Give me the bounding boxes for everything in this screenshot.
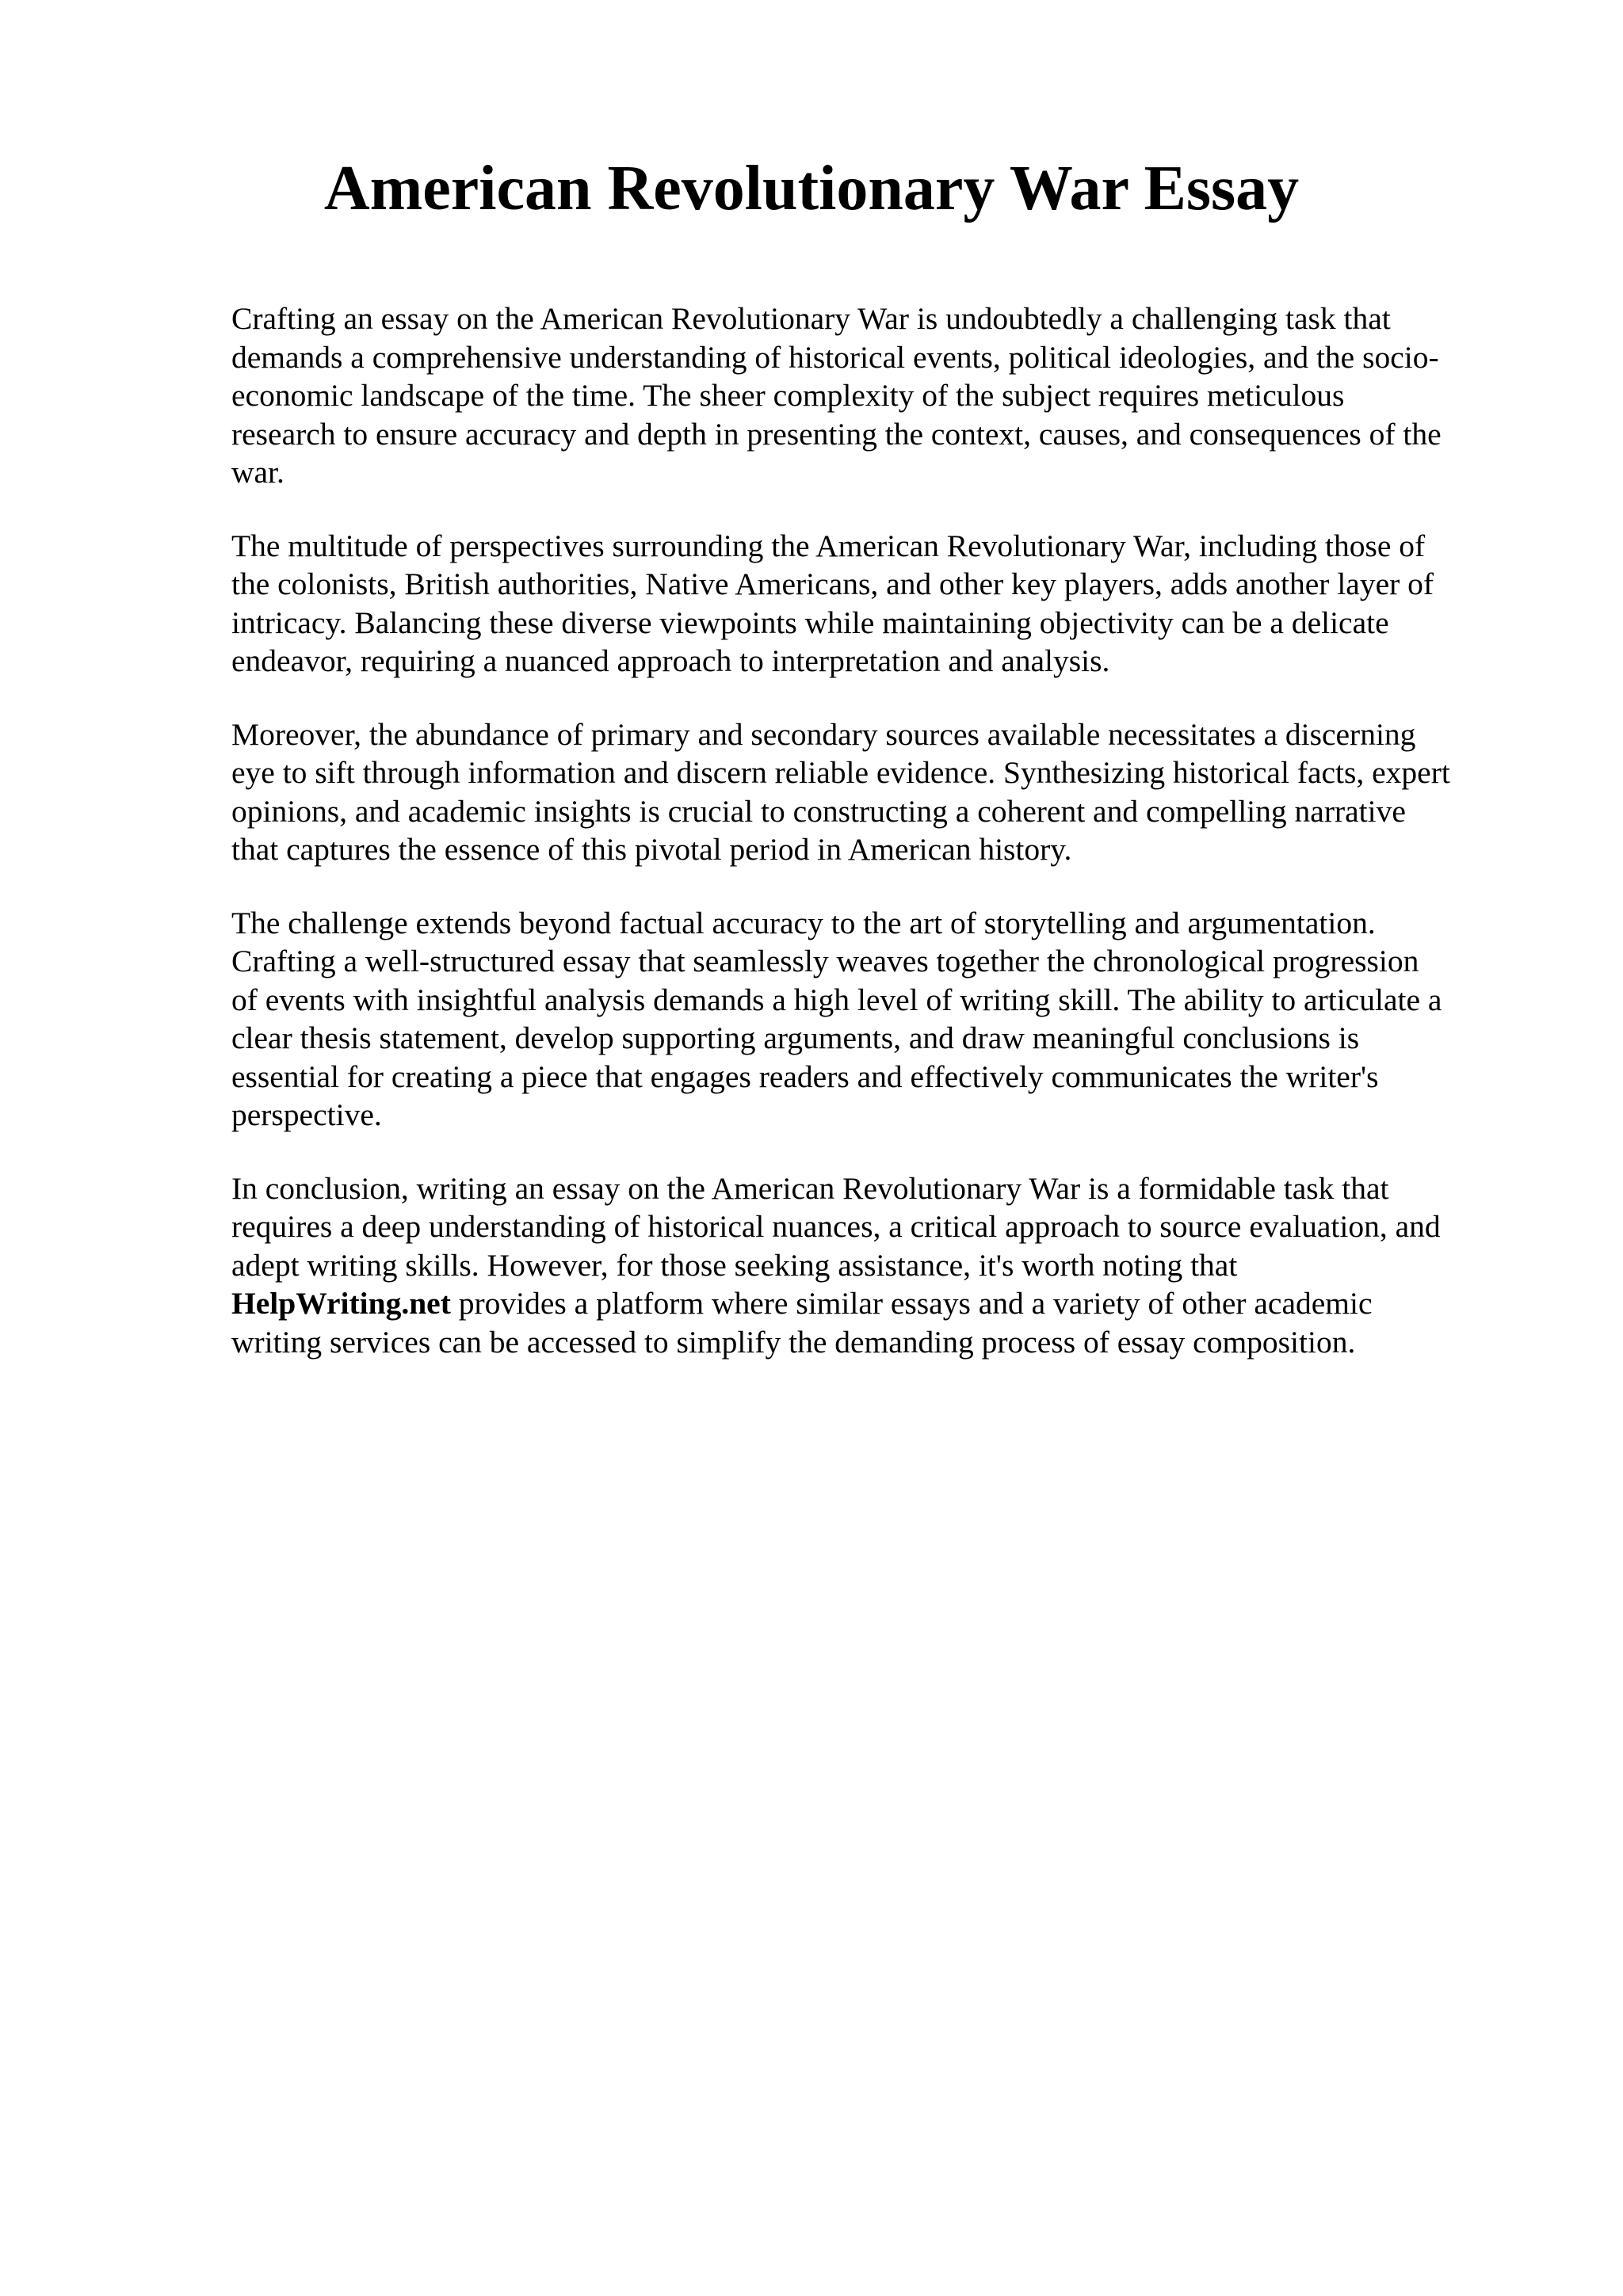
paragraph-1: [231, 299, 1515, 492]
text-line: the colonists, British authorities, Native Americans, and other key players, adds another layer of: [231, 566, 1434, 601]
text-line: Moreover, the abundance of primary and secondary sources available necessitates a discerning: [231, 716, 1416, 752]
text-fragment: provides a platform where similar essays and a variety of other academic: [450, 1286, 1373, 1321]
text-line: requires a deep understanding of historical nuances, a critical approach to source evaluation, and: [231, 1209, 1441, 1244]
text-line: In conclusion, writing an essay on the American Revolutionary War is a formidable task that: [231, 1170, 1389, 1206]
brand-name: HelpWriting.net: [231, 1286, 451, 1321]
text-line: writing services can be accessed to simplify the demanding process of essay composition.: [231, 1324, 1356, 1360]
text-line-with-brand: [231, 1284, 1515, 1323]
text-line: eye to sift through information and discern reliable evidence. Synthesizing historical facts, expert: [231, 755, 1450, 790]
text-line: war.: [231, 455, 285, 490]
text-line: opinions, and academic insights is crucial to constructing a coherent and compelling narrative: [231, 793, 1406, 829]
text-line: demands a comprehensive understanding of historical events, political ideologies, and the socio-: [231, 339, 1439, 375]
text-line: that captures the essence of this pivotal period in American history.: [231, 832, 1072, 867]
text-line: The multitude of perspectives surrounding the American Revolutionary War, including those of: [231, 528, 1426, 563]
paragraph-2: [231, 527, 1515, 681]
text-line: The challenge extends beyond factual accuracy to the art of storytelling and argumentation.: [231, 905, 1376, 940]
text-line: of events with insightful analysis demands a high level of writing skill. The ability to articulate a: [231, 982, 1442, 1017]
document-title: American Revolutionary War Essay: [323, 154, 1300, 223]
text-line: intricacy. Balancing these diverse viewpoints while maintaining objectivity can be a delicate: [231, 605, 1389, 640]
text-line: perspective.: [231, 1097, 382, 1132]
text-line: endeavor, requiring a nuanced approach to interpretation and analysis.: [231, 643, 1110, 678]
text-line: economic landscape of the time. The sheer complexity of the subject requires meticulous: [231, 378, 1345, 413]
text-line: research to ensure accuracy and depth in presenting the context, causes, and consequences of the: [231, 416, 1442, 452]
paragraph-conclusion: [231, 1169, 1515, 1362]
paragraph-4: [231, 904, 1515, 1135]
paragraph-3: [231, 715, 1515, 869]
text-line: adept writing skills. However, for those seeking assistance, it's worth noting that: [231, 1247, 1238, 1283]
text-line: clear thesis statement, develop supporting arguments, and draw meaningful conclusions is: [231, 1020, 1360, 1055]
text-line: essential for creating a piece that engages readers and effectively communicates the writer's: [231, 1058, 1379, 1094]
text-line: Crafting a well-structured essay that seamlessly weaves together the chronological progression: [231, 944, 1419, 978]
text-line: Crafting an essay on the American Revolutionary War is undoubtedly a challenging task that: [231, 301, 1391, 336]
document-body: [231, 299, 1515, 1396]
